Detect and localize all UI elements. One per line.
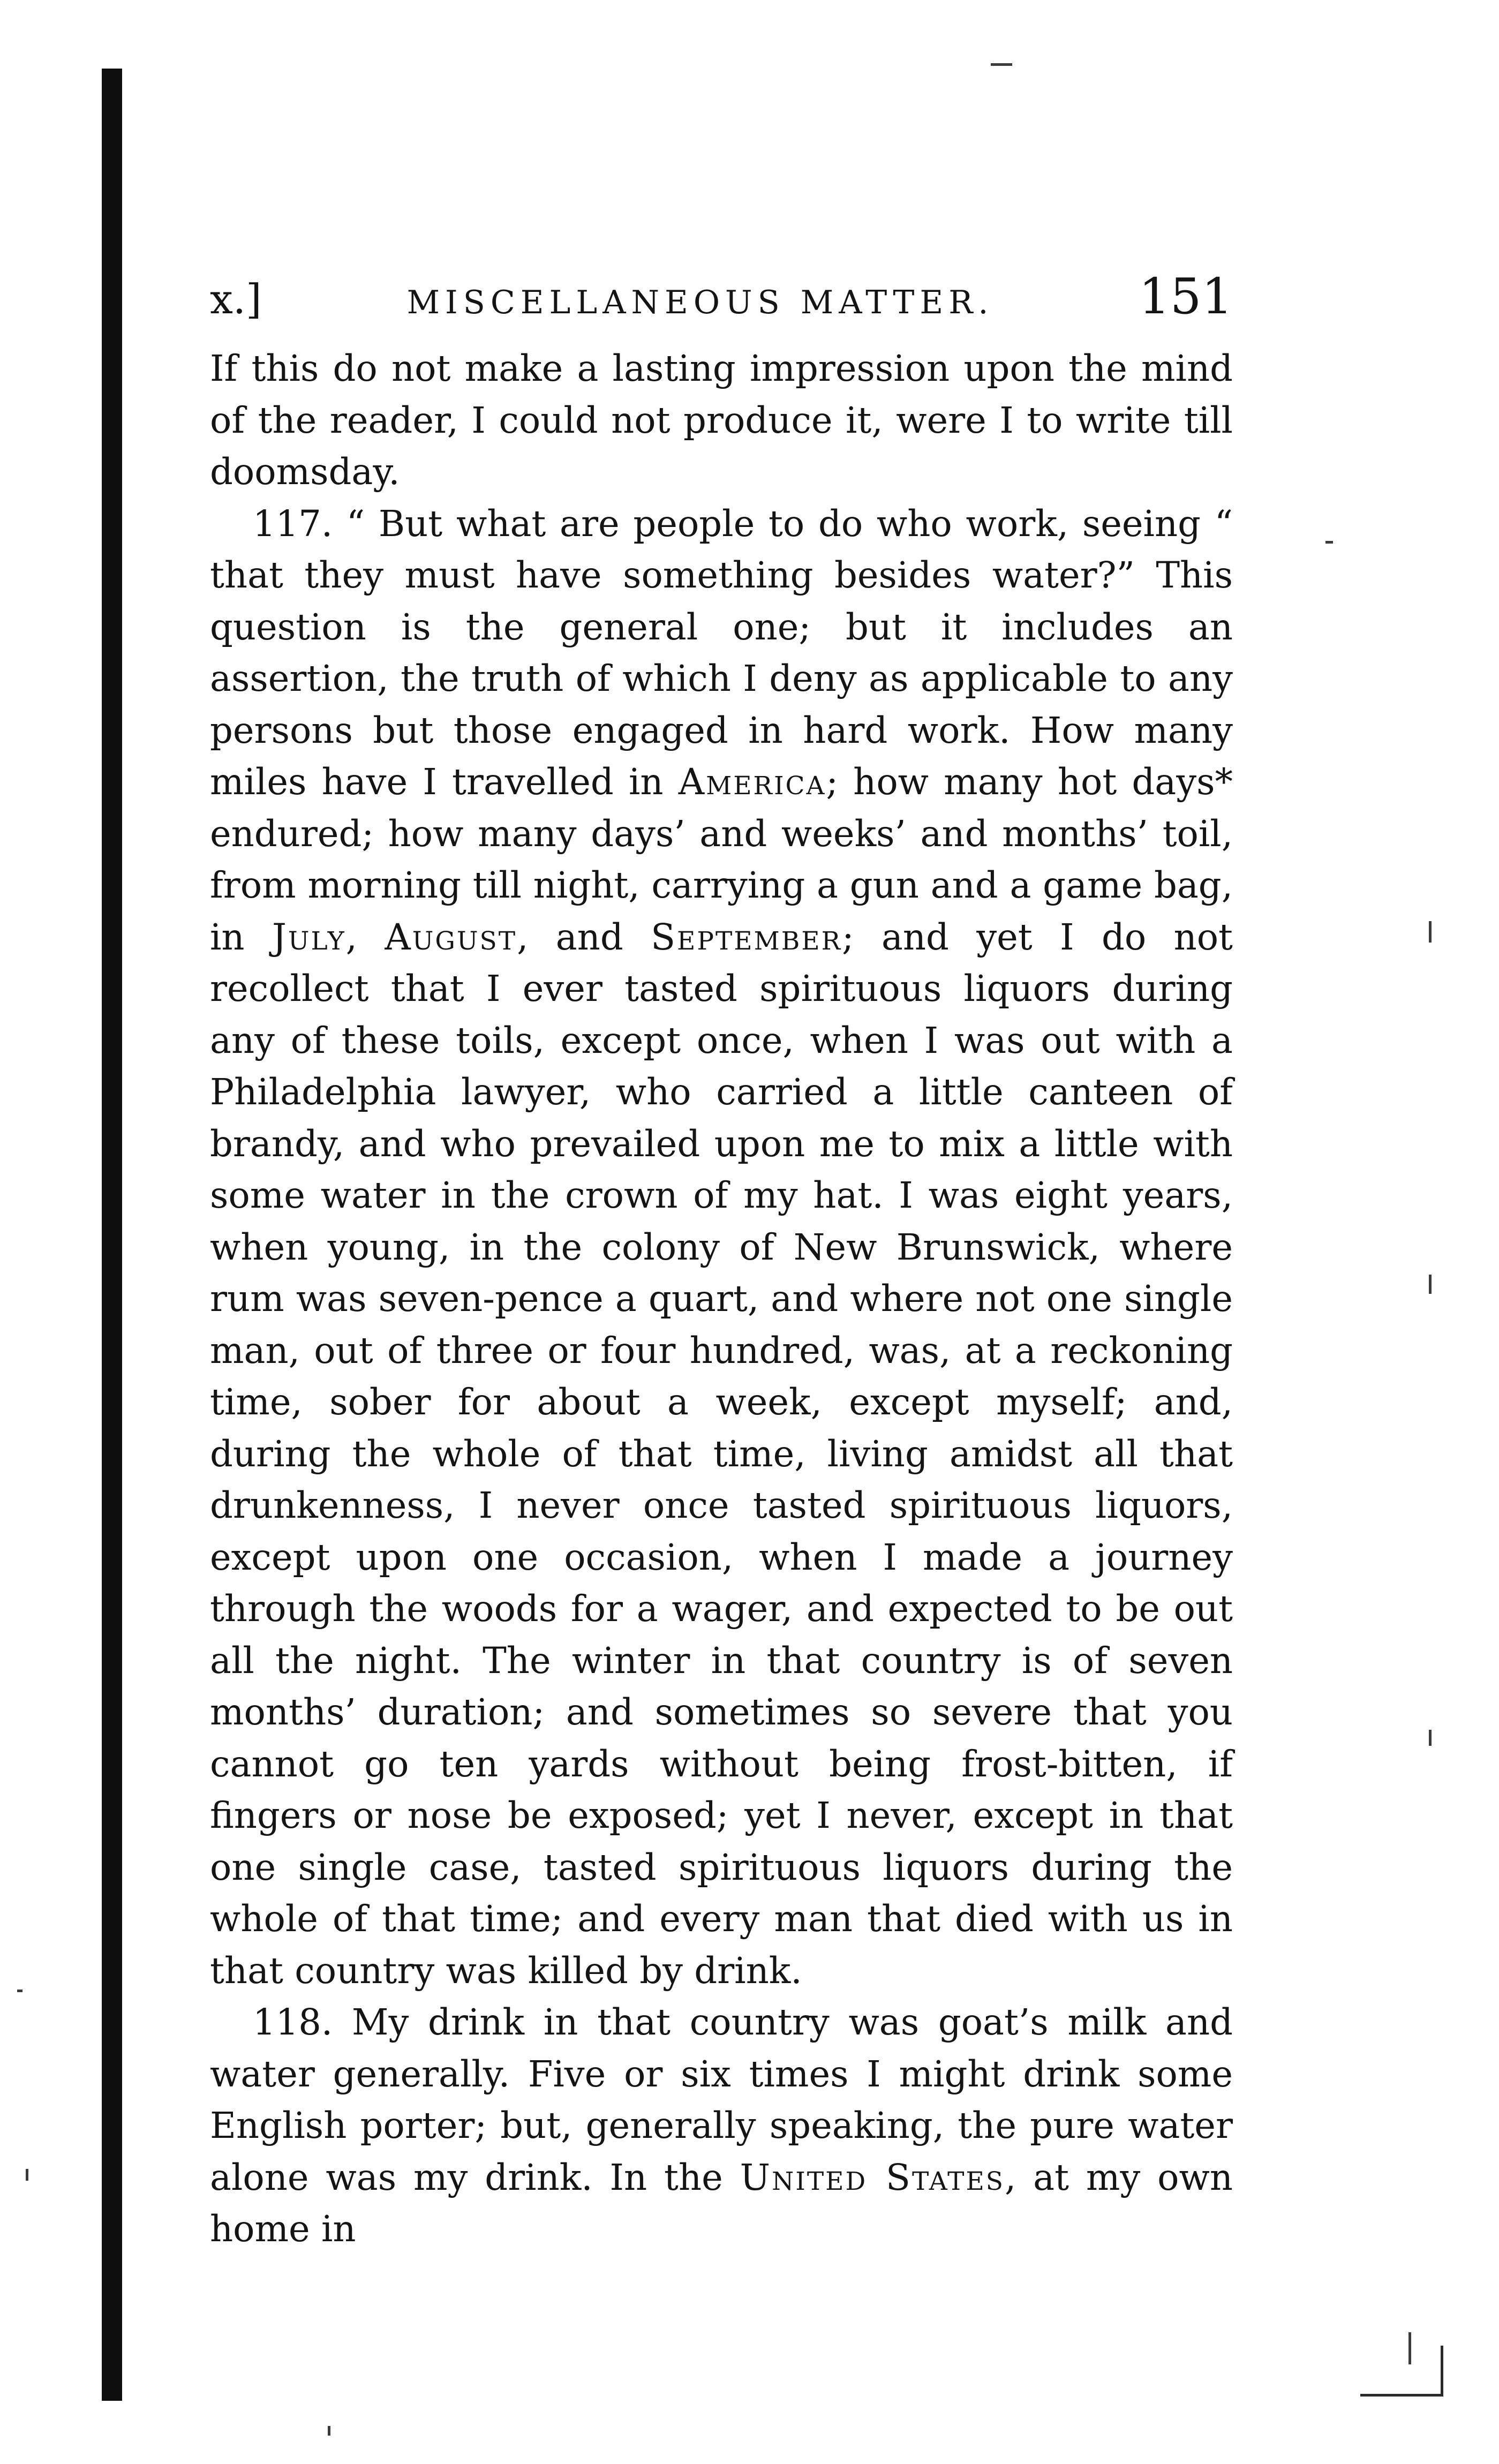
scan-speck — [991, 63, 1012, 66]
text-span: ; and yet I do not recollect that I ever tasted spirituous liquors during any of these toils, except once, when I was out with a Philadelphia lawyer, who carried a little canteen of brandy, and who prevailed upon me to mix a little with some water in the crown of my hat. I was eight years, when young, in the colony of New Brunswick, where rum was seven-pence a quart, and where not one single man, out of three or four hundred, was, at a reckoning time, sober for about a week, except myself; and, during the whole of that time, living amidst all that drunkenness, I never once tasted spirituous liquors, except upon one occasion, when I made a journey through the woods for a wager, and expected to be out all the night. The winter in that country is of seven months’ duration; and sometimes so severe that you cannot go ten yards without being frost-bitten, if fingers or nose be exposed; yet I never, except in that one single case, tasted spirituous liquors during the whole of that time; and every man that died with us in that country was killed by drink. — [210, 916, 1233, 1992]
chapter-marker: x.] — [210, 275, 262, 323]
page-number: 151 — [1139, 268, 1233, 325]
place-name: America — [678, 761, 826, 803]
scan-speck — [1429, 1730, 1432, 1746]
paragraph-118 — [210, 1996, 1233, 2255]
text-span: , at my own home in — [210, 2156, 1233, 2250]
scan-binding-edge — [102, 69, 122, 2401]
paragraph-1 — [210, 343, 1233, 498]
scan-speck — [1429, 1275, 1432, 1294]
scan-speck — [17, 1990, 22, 1992]
text-span: 118. My drink in that country was goat’s milk and water generally. Five or six times I might drink some English porter; but, generally speaking, the pure water alone was my drink. In the — [210, 2001, 1233, 2198]
running-head — [210, 268, 1233, 343]
place-name: United States — [740, 2156, 1005, 2198]
scan-speck — [328, 2426, 330, 2436]
text-span: , — [345, 916, 385, 958]
running-title: MISCELLANEOUS MATTER. — [406, 284, 994, 321]
text-span: ; how many hot days* endured; how many days’ and weeks’ and months’ toil, from morning till night, carrying a gun and a game bag, in — [210, 761, 1233, 958]
book-page — [210, 268, 1233, 2255]
scan-speck — [1325, 541, 1333, 544]
paragraph-117 — [210, 498, 1233, 1997]
text-span: , and — [517, 916, 651, 958]
month-name: August — [385, 916, 517, 958]
month-name: September — [651, 916, 842, 958]
month-name: July — [272, 916, 346, 958]
text-span: If this do not make a lasting impression upon the mind of the reader, I could not produce it, were I to write till doomsday. — [210, 348, 1233, 493]
scan-speck — [1429, 921, 1432, 943]
text-span: 117. “ But what are people to do who work, seeing “ that they must have something besides water?” This question is the general one; but it includes an assertion, the truth of which I deny as applicable to any persons but those engaged in hard work. How many miles have I travelled in — [210, 502, 1233, 803]
scan-corner-mark — [1360, 2346, 1443, 2397]
scan-speck — [26, 2169, 28, 2181]
